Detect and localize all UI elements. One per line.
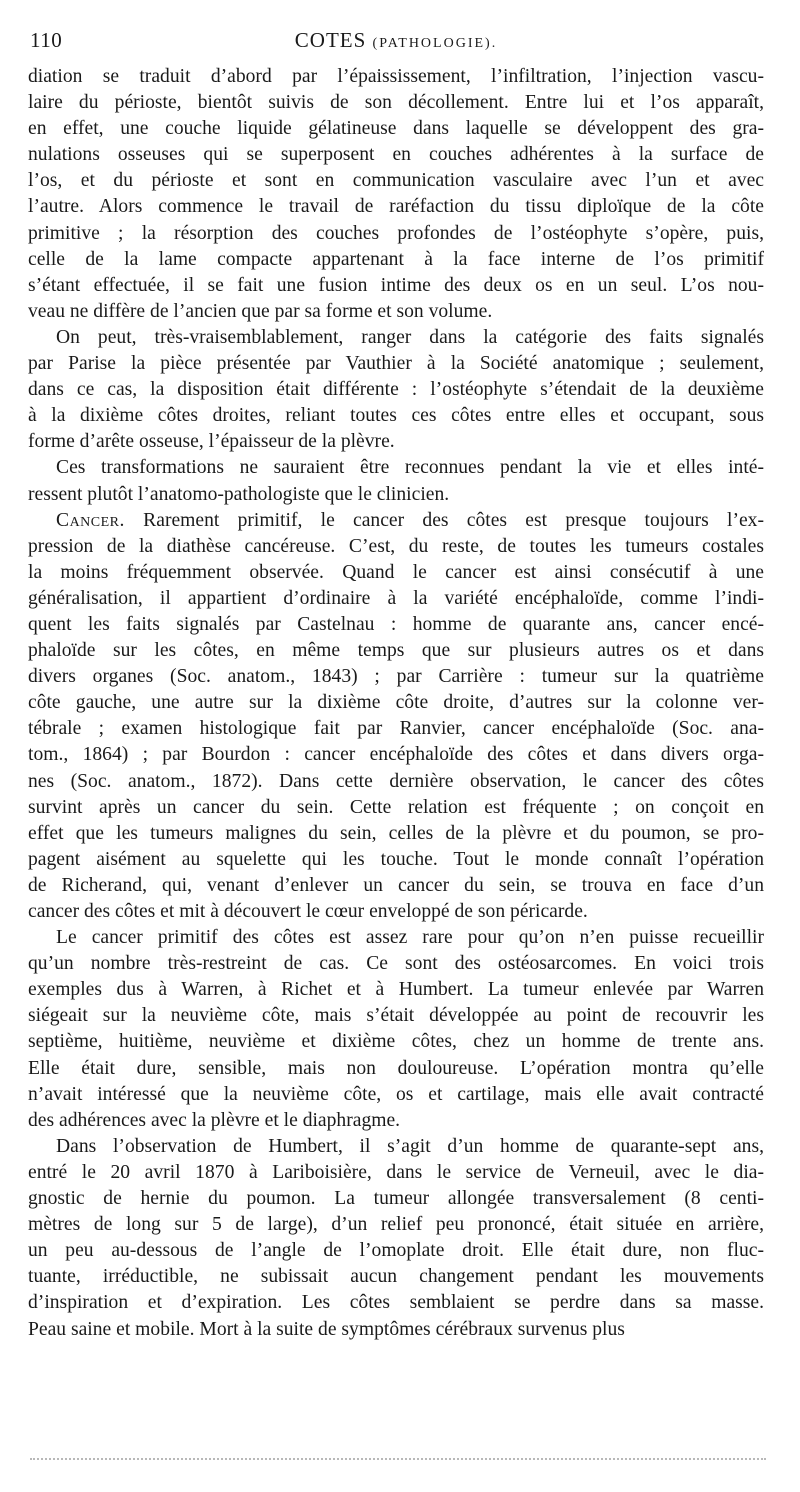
line-text: des adhérences avec la plèvre et le diaphragme. [28,1109,401,1131]
text-line [28,925,764,951]
line-text: un peu au-dessous de l’angle de l’omoplate droit. Elle était dure, non fluc- [28,1240,764,1262]
text-line [28,1056,764,1082]
line-text: mètres de long sur 5 de large), d’un relief peu prononcé, était située en arrière, [28,1214,764,1236]
line-text: siégeait sur la neuvième côte, mais s’était développée au point de recouvrir les [28,1005,764,1027]
line-text: tuante, irréductible, ne subissait aucun changement pendant les mouvements [28,1266,764,1288]
line-text: tom., 1864) ; par Bourdon : cancer encéphaloïde des côtes et dans divers orga- [28,744,764,766]
line-text: primitive ; la résorption des couches profondes de l’ostéophyte s’opère, puis, [28,222,764,244]
line-text: en effet, une couche liquide gélatineuse dans laquelle se développent des gra- [28,118,764,140]
text-line [28,1238,764,1264]
text-line [28,1003,764,1029]
text-line [28,482,764,508]
text-line [28,325,764,351]
line-text: On peut, très-vraisemblablement, ranger dans la catégorie des faits signalés [56,326,764,348]
line-text: quent les faits signalés par Castelnau : homme de quarante ans, cancer encé- [28,613,764,635]
text-line [28,142,764,168]
text-line [28,1212,764,1238]
text-line [28,1134,764,1160]
text-line [28,638,764,664]
line-text: exemples dus à Warren, à Richet et à Humbert. La tumeur enlevée par Warren [28,979,764,1001]
line-text: la moins fréquemment observée. Quand le cancer est ainsi consécutif à une [28,561,764,583]
text-line [28,873,764,899]
running-title-subtitle: (PATHOLOGIE). [372,36,498,51]
line-text: veau ne diffère de l’ancien que par sa forme et son volume. [28,300,493,322]
text-line [28,273,764,299]
text-line [28,1160,764,1186]
text-line [28,429,764,455]
text-line [28,821,764,847]
text-line [28,977,764,1003]
text-line [28,299,764,325]
text-line [28,612,764,638]
line-text: dans ce cas, la disposition était différente : l’ostéophyte s’étendait de la deuxième [28,379,764,401]
text-line [28,534,764,560]
text-line [28,90,764,116]
text-line [28,351,764,377]
running-title-main: COTES [294,28,367,52]
line-text: d’inspiration et d’expiration. Les côtes semblaient se perdre dans sa masse. [28,1292,764,1314]
text-line [28,377,764,403]
line-text: pagent aisément au squelette qui les touche. Tout le monde connaît l’opération [28,848,764,870]
line-text: gnostic de hernie du poumon. La tumeur allongée transversalement (8 centi- [28,1188,764,1210]
line-text: phaloïde sur les côtes, en même temps que sur plusieurs autres os et dans [28,640,764,662]
line-text: celle de la lame compacte appartenant à la face interne de l’os primitif [28,248,764,270]
line-text: forme d’arête osseuse, l’épaisseur de la plèvre. [28,431,395,453]
line-text: généralisation, il appartient d’ordinaire à la variété encéphaloïde, comme l’indi- [28,587,764,609]
text-line [28,1186,764,1212]
text-line [28,716,764,742]
line-text: tébrale ; examen histologique fait par Ranvier, cancer encéphaloïde (Soc. ana- [28,718,764,740]
line-text: Ces transformations ne sauraient être reconnues pendant la vie et elles inté- [56,457,764,479]
text-body [28,64,764,1343]
bottom-rule [30,1458,766,1460]
line-text: ressent plutôt l’anatomo-pathologiste que le clinicien. [28,483,450,505]
line-text: n’avait intéressé que la neuvième côte, os et cartilage, mais elle avait contracté [28,1083,764,1105]
text-line [28,455,764,481]
line-text: s’étant effectuée, il se fait une fusion intime des deux os en un seul. L’os nou- [28,274,764,296]
text-line [28,247,764,273]
line-text: laire du périoste, bientôt suivis de son décollement. Entre lui et l’os apparaît, [28,92,764,114]
text-line [28,1264,764,1290]
text-line [28,168,764,194]
line-text: l’os, et du périoste et sont en communication vasculaire avec l’un et avec [28,170,764,192]
line-text: côte gauche, une autre sur la dixième côte droite, d’autres sur la colonne ver- [28,692,764,714]
line-text: effet que les tumeurs malignes du sein, celles de la plèvre et du poumon, se pro- [28,822,764,844]
text-line [28,64,764,90]
line-text: entré le 20 avril 1870 à Lariboisière, dans le service de Verneuil, avec le dia- [28,1161,764,1183]
text-line [28,586,764,612]
text-line [28,194,764,220]
text-line [28,508,764,534]
text-line [28,847,764,873]
running-title [28,28,764,53]
running-head [28,28,764,64]
book-page [28,28,764,1343]
line-text: nulations osseuses qui se superposent en couches adhérentes à la surface de [28,144,764,166]
text-line [28,1108,764,1134]
text-line [28,742,764,768]
line-text: diation se traduit d’abord par l’épaississement, l’infiltration, l’injection vascu- [28,66,764,87]
line-text: survint après un cancer du sein. Cette relation est fréquente ; on conçoit en [28,796,764,818]
text-line [28,664,764,690]
text-line [28,1290,764,1316]
text-line [28,116,764,142]
page-number: 110 [30,28,63,52]
line-text: Le cancer primitif des côtes est assez rare pour qu’on n’en puisse recueillir [56,927,764,949]
line-text: par Parise la pièce présentée par Vauthier à la Société anatomique ; seulement, [28,353,764,375]
text-line [28,1082,764,1108]
line-text: pression de la diathèse cancéreuse. C’est, du reste, de toutes les tumeurs costales [28,535,764,557]
text-line [28,221,764,247]
text-line [28,403,764,429]
line-text: Elle était dure, sensible, mais non douloureuse. L’opération montra qu’elle [28,1057,764,1079]
line-text: l’autre. Alors commence le travail de raréfaction du tissu diploïque de la côte [28,196,764,218]
section-lead: Cancer. [56,509,125,531]
line-text: à la dixième côtes droites, reliant toutes ces côtes entre elles et occupant, sous [28,405,764,427]
line-text: cancer des côtes et mit à découvert le cœur enveloppé de son péricarde. [28,901,588,922]
text-line [28,769,764,795]
text-line [28,1029,764,1055]
line-text: qu’un nombre très-restreint de cas. Ce sont des ostéosarcomes. En voici trois [28,953,764,975]
text-line [28,899,764,925]
line-text: Peau saine et mobile. Mort à la suite de symptômes cérébraux survenus plus [28,1318,625,1340]
text-line [28,690,764,716]
line-text: divers organes (Soc. anatom., 1843) ; par Carrière : tumeur sur la quatrième [28,666,764,688]
line-text: septième, huitième, neuvième et dixième côtes, chez un homme de trente ans. [28,1031,764,1053]
line-text: Rarement primitif, le cancer des côtes est presque toujours l’ex- [124,509,764,531]
text-line [28,795,764,821]
line-text: nes (Soc. anatom., 1872). Dans cette dernière observation, le cancer des côtes [28,770,764,792]
text-line [28,560,764,586]
text-line [28,951,764,977]
text-line [28,1317,764,1343]
line-text: de Richerand, qui, venant d’enlever un cancer du sein, se trouva en face d’un [28,874,764,896]
line-text: Dans l’observation de Humbert, il s’agit d’un homme de quarante-sept ans, [56,1135,764,1157]
